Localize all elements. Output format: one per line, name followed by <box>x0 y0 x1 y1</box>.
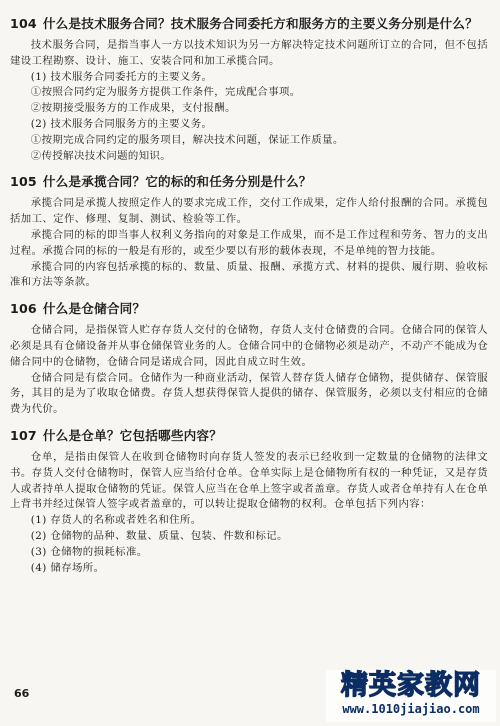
section-104 <box>10 14 488 164</box>
paragraph: 仓储合同，是指保管人贮存存货人交付的仓储物，存货人支付仓储费的合同。仓储合同的保管人必须是具有仓储设备并从事仓储保管业务的人。仓储合同中的仓储物必须是动产，不动产不能成为仓储合同中的仓储物，仓储合同是诺成合同，因此自成立时生效。 <box>10 324 488 368</box>
list-item: ①按照合同约定为服务方提供工作条件，完成配合事项。 <box>30 86 301 99</box>
section-title: 什么是仓储合同？ <box>42 301 146 317</box>
section-title: 什么是仓单？它包括哪些内容？ <box>42 427 223 443</box>
section-title: 什么是承揽合同？它的标的和任务分别是什么？ <box>42 174 312 190</box>
watermark-url: www.1010jiajiao.com <box>342 702 480 716</box>
page-number: 66 <box>14 687 30 700</box>
list-item: (2) 技术服务合同服务方的主要义务。 <box>30 117 213 130</box>
document-page <box>10 14 488 584</box>
paragraph: 承揽合同是承揽人按照定作人的要求完成工作，交付工作成果，定作人给付报酬的合同。承揽包括加工、定作、修理、复制、测试、检验等工作。 <box>10 197 488 226</box>
list-item: (4) 储存场所。 <box>30 561 105 574</box>
list-item: ②传授解决技术问题的知识。 <box>30 149 172 162</box>
section-heading <box>10 299 488 318</box>
list-item: (3) 仓储物的损耗标准。 <box>30 545 148 558</box>
paragraph: 承揽合同的内容包括承揽的标的、数量、质量、报酬、承揽方式、材料的提供、履行期、验收标准和方法等条款。 <box>10 260 488 289</box>
section-number: 104 <box>10 16 37 31</box>
section-heading <box>10 14 488 33</box>
section-107 <box>10 426 488 576</box>
paragraph: 技术服务合同，是指当事人一方以技术知识为另一方解决特定技术问题所订立的合同，但不包括建设工程勘察、设计、施工、安装合同和加工承揽合同。 <box>10 39 488 67</box>
paragraph: 承揽合同的标的即当事人权利义务指向的对象是工作成果，而不是工作过程和劳务、智力的支出过程。承揽合同的标的一般是有形的，或至少要以有形的载体表现，不是单纯的智力技能。 <box>10 228 488 257</box>
list-item: ①按期完成合同约定的服务项目，解决技术问题，保证工作质量。 <box>30 133 344 146</box>
section-number: 106 <box>10 301 37 317</box>
section-105 <box>10 172 488 291</box>
section-number: 105 <box>10 174 37 190</box>
site-watermark <box>326 670 496 722</box>
paragraph: 仓单，是指由保管人在收到仓储物时向存货人签发的表示已经收到一定数量的仓储物的法律文书。存货人交付仓储物时，保管人应当给付仓单。仓单实际上是仓储物所有权的一种凭证，又是存货人或者持单人提取仓储物的凭证。保管人应当在仓单上签字或者盖章。存货人或者仓单持有人在仓单上背书并经过保管人签字或者盖章的，可以转让提取仓储物的权利。仓单包括下列内容： <box>10 450 488 511</box>
list-item: (2) 仓储物的品种、数量、质量、包装、件数和标记。 <box>30 529 288 542</box>
section-106 <box>10 299 488 418</box>
watermark-title: 精英家教网 <box>341 670 481 701</box>
section-heading <box>10 172 488 191</box>
section-number: 107 <box>10 427 37 443</box>
section-title: 什么是技术服务合同？技术服务合同委托方和服务方的主要义务分别是什么？ <box>42 16 478 31</box>
paragraph: 仓储合同是有偿合同。仓储作为一种商业活动，保管人替存货人储存仓储物，提供储存、保管服务，其目的是为了收取仓储费。存货人想获得保管人提供的储存、保管服务，必须以支付相应的仓储费为代价。 <box>10 371 488 416</box>
list-item: (1) 存货人的名称或者姓名和住所。 <box>30 514 202 527</box>
list-item: ②按期接受服务方的工作成果，支付报酬。 <box>30 102 236 115</box>
list-item: (1) 技术服务合同委托方的主要义务。 <box>30 70 213 83</box>
section-heading <box>10 426 488 445</box>
